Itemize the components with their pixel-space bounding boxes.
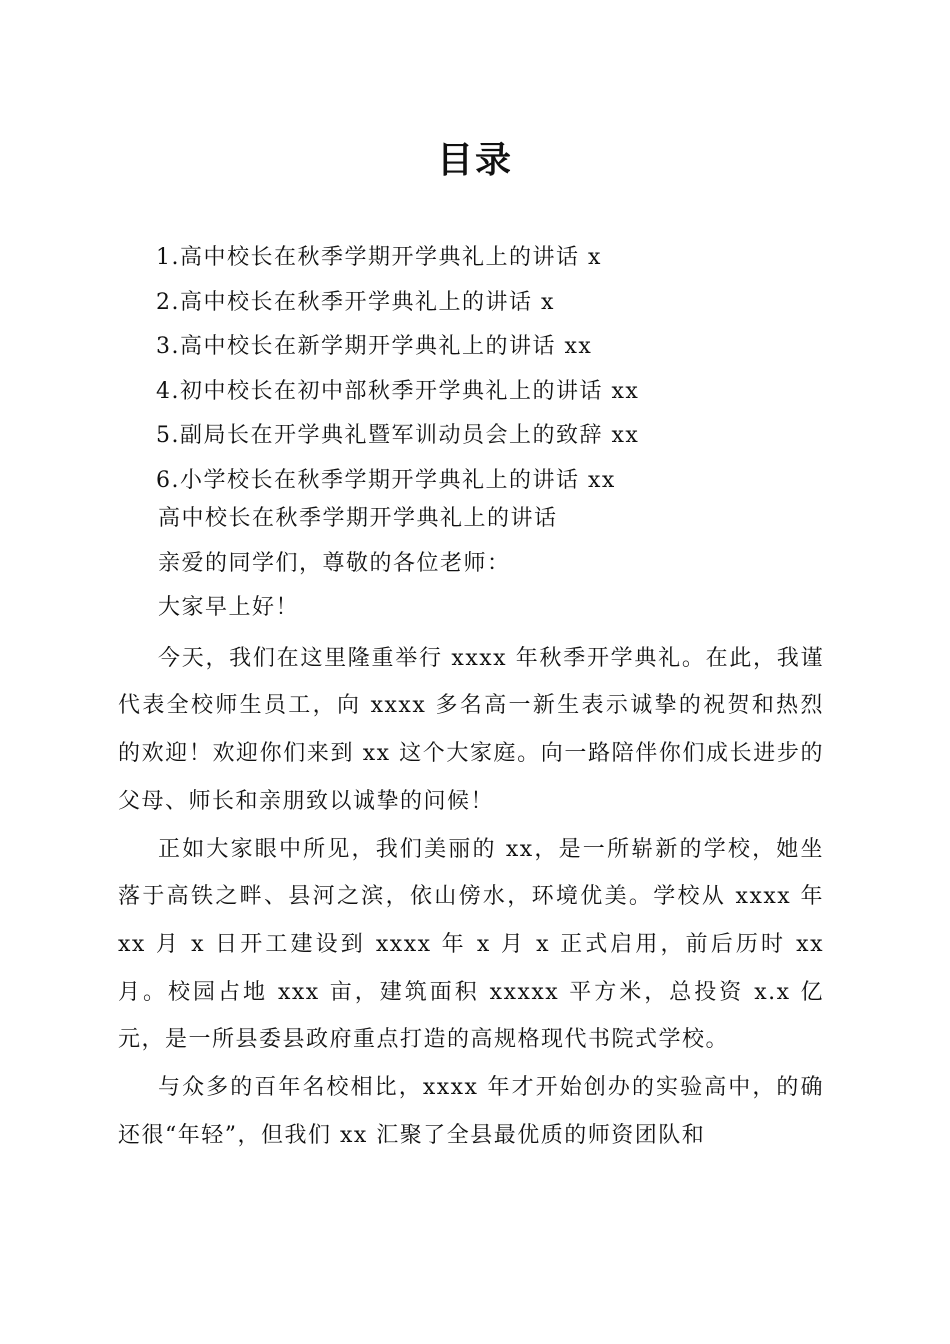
salutation: 亲爱的同学们，尊敬的各位老师： — [158, 550, 511, 576]
toc-item[interactable]: 2.高中校长在秋季开学典礼上的讲话 x — [156, 289, 555, 315]
document-title: 目录 — [436, 139, 513, 181]
toc-item[interactable]: 6.小学校长在秋季学期开学典礼上的讲话 xx — [156, 467, 616, 493]
paragraph: 与众多的百年名校相比，xxxx 年才开始创办的实验高中，的确还很“年轻”，但我们 xx 汇聚了全县最优质的师资团队和 — [118, 1075, 824, 1148]
toc-item[interactable]: 1.高中校长在秋季学期开学典礼上的讲话 x — [156, 245, 602, 270]
toc-item[interactable]: 4.初中校长在初中部秋季开学典礼上的讲话 xx — [156, 378, 640, 404]
greeting: 大家早上好！ — [158, 595, 300, 621]
toc-item[interactable]: 5.副局长在开学典礼暨军训动员会上的致辞 xx — [156, 423, 640, 449]
toc-item[interactable]: 3.高中校长在新学期开学典礼上的讲话 xx — [156, 334, 593, 360]
table-of-contents — [156, 236, 856, 504]
paragraph: 正如大家眼中所见，我们美丽的 xx，是一所崭新的学校，她坐落于高铁之畔、县河之滨，依山傍水，环境优美。学校从 xxxx 年 xx 月 x 日开工建设到 xxxx 年 x 月 x 正式启用，前后历时 xx 月。校园占地 xxx 亩，建筑面积 xxxxx 平方米，总投资 x.x 亿元，是一所县委县政府重点打造的高规格现代书院式学校。 — [118, 836, 824, 1053]
speech-title: 高中校长在秋季学期开学典礼上的讲话 — [158, 506, 558, 531]
speech-body — [118, 497, 824, 1160]
paragraph: 今天，我们在这里隆重举行 xxxx 年秋季开学典礼。在此，我谨代表全校师生员工，向 xxxx 多名高一新生表示诚挚的祝贺和热烈的欢迎！欢迎你们来到 xx 这个大家庭。向一路陪伴你们成长进步的父母、师长和亲朋致以诚挚的问候！ — [118, 645, 824, 814]
